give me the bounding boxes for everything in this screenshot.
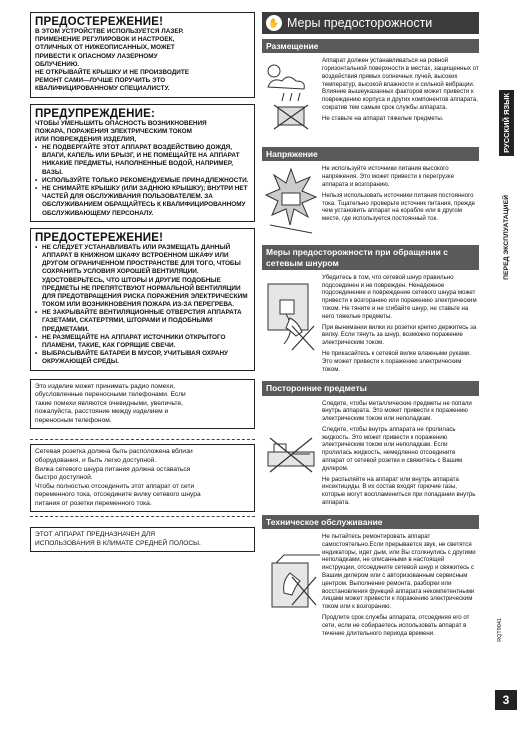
power-cord-illustration <box>262 274 320 377</box>
note-line: оборудования, и быть легко доступной. <box>35 456 157 464</box>
caution-item: • ВЫБРАСЫВАЙТЕ БАТАРЕИ В МУСОР, УЧИТЫВАЯ ОХРАНУ ОКРУЖАЮЩЕЙ СРЕДЫ. <box>35 350 250 366</box>
section-heading-foreign-objects: Посторонние предметы <box>262 381 479 395</box>
precautions-title: Меры предосторожности <box>287 16 433 30</box>
note-line: ЭТОТ АППАРАТ ПРЕДНАЗНАЧЕН ДЛЯ <box>35 531 156 539</box>
paragraph: Не распыляйте на аппарат или внутрь аппарата инсектициды. В их состав входят горючие газы, которые могут воспламениться при попадании внутрь аппарата. <box>322 475 476 507</box>
page-number: 3 <box>495 690 517 710</box>
note-line: Чтобы полностью отсоединить этот аппарат от сети <box>35 482 195 490</box>
maintenance-illustration <box>262 533 320 648</box>
caution-line: РЕМОНТ САМИ—ЛУЧШЕ ПОРУЧИТЬ ЭТО <box>35 77 166 85</box>
paragraph: При вынимании вилки из розетки крепко держитесь за вилку. Если тянуть за шнур, возможно поражение электрическим током. <box>322 323 477 347</box>
left-column <box>30 12 255 552</box>
warning-box <box>30 104 255 222</box>
note-line: переменного тока, отсоедините вилку сетевого шнура <box>35 491 201 499</box>
sun-rain-icon <box>262 57 320 137</box>
language-label: РУССКИЙ ЯЗЫК <box>502 93 511 153</box>
document-code: RQT9041 <box>497 618 503 642</box>
socket-note <box>30 444 255 512</box>
warning-intro-line: ПОЖАРА, ПОРАЖЕНИЯ ЭЛЕКТРИЧЕСКИМ ТОКОМ <box>35 127 192 135</box>
section-heading-voltage: Напряжение <box>262 147 479 161</box>
hand-icon: ✋ <box>266 15 282 31</box>
caution-item: • НЕ СЛЕДУЕТ УСТАНАВЛИВАТЬ ИЛИ РАЗМЕЩАТЬ ДАННЫЙ АППАРАТ В КНИЖНОМ ШКАФУ ВСТРОЕННОМ ШКАФУ ИЛИ ДРУГОМ ОГРАНИЧЕННОМ ПРОСТРАНСТВЕ ДЛЯ ТОГО, ЧТОБЫ СОХРАНИТЬ УСЛОВИЯ ХОРОШЕЙ ВЕНТИЛЯЦИИ. УДОСТОВЕРЬТЕСЬ, ЧТО ШТОРЫ И ДРУГИЕ ПОДОБНЫЕ ПРЕДМЕТЫ НЕ ПРЕПЯТСТВУЮТ НОРМАЛЬНОЙ ВЕНТИЛЯЦИИ ДЛЯ ПРЕДОТВРАЩЕНИЯ РИСКА ПОРАЖЕНИЯ ЭЛЕКТРИЧЕСКИМ ТОКОМ ИЛИ ВОЗНИКНОВЕНИЯ ПОЖАРА ИЗ-ЗА ПЕРЕГРЕВА. <box>35 244 250 310</box>
section-voltage <box>262 165 479 240</box>
caution-line: ОТЛИЧНЫХ ОТ НИЖЕОПИСАННЫХ, МОЖЕТ <box>35 44 175 52</box>
warning-list <box>35 144 250 218</box>
paragraph: Аппарат должен устанавливаться на ровной горизонтальной поверхности в местах, защищенных от воздействия прямых солнечных лучей, высоких температур, высокой влажности и сильной вибрации. Влияние вышеуказанных факторов может привести к повреждению корпуса и других компонентов аппарата, сократив тем самым срок службы аппарата. <box>322 57 479 111</box>
section-text <box>320 165 479 240</box>
section-placement <box>262 57 479 142</box>
section-maintenance <box>262 533 479 648</box>
chapter-tab <box>499 162 514 312</box>
warning-intro-line: ЧТОБЫ УМЕНЬШИТЬ ОПАСНОСТЬ ВОЗНИКНОВЕНИЯ <box>35 119 207 127</box>
note-line: Вилка сетевого шнура питания должна оставаться <box>35 465 191 473</box>
caution-line: ПРИВЕСТИ К ОПАСНОМУ ЛАЗЕРНОМУ <box>35 52 158 60</box>
note-line: такие помехи являются очевидными, увеличьте, <box>35 399 183 407</box>
section-power-cord <box>262 274 479 377</box>
section-text <box>320 274 479 377</box>
note-line: обусловленные переносными телефонами. Если <box>35 391 186 399</box>
foreign-objects-illustration <box>262 400 320 510</box>
speaker-hand-icon <box>262 533 320 643</box>
paragraph: Следите, чтобы внутрь аппарата не пролилась жидкость. Это может привести к поражению электрическим током или неполадкам. Если пролилась жидкость, немедленно отсоедините аппарат от сетевой розетки и свяжитесь с Вашим дилером. <box>322 425 463 472</box>
paragraph: Не ставьте на аппарат тяжелые предметы. <box>322 114 444 122</box>
note-line: ИСПОЛЬЗОВАНИЯ В КЛИМАТЕ СРЕДНЕЙ ПОЛОСЫ. <box>35 539 201 547</box>
caution-box-ventilation <box>30 228 255 371</box>
warning-item: • НЕ СНИМАЙТЕ КРЫШКУ (ИЛИ ЗАДНЮЮ КРЫШКУ); ВНУТРИ НЕТ ЧАСТЕЙ ДЛЯ ОБСЛУЖИВАНИЯ ПОЛЬЗОВАТЕЛЕМ. ЗА ОБСЛУЖИВАНИЕМ ОБРАЩАЙТЕСЬ К КВАЛИФИЦИРОВАННОМУ ОБСЛУЖИВАЮЩЕМУ ПЕРСОНАЛУ. <box>35 185 250 218</box>
phone-interference-note <box>30 379 255 430</box>
caution-line: В ЭТОМ УСТРОЙСТВЕ ИСПОЛЬЗУЕТСЯ ЛАЗЕР. <box>35 28 184 35</box>
note-line: питания от розетки переменного тока. <box>35 499 152 507</box>
placement-illustration <box>262 57 320 142</box>
divider <box>30 512 255 517</box>
plug-hand-icon <box>262 274 320 354</box>
warning-item: • НЕ ПОДВЕРГАЙТЕ ЭТОТ АППАРАТ ВОЗДЕЙСТВИЮ ДОЖДЯ, ВЛАГИ, КАПЕЛЬ ИЛИ БРЫЗГ, И НЕ ПОМЕЩАЙТЕ НА АППАРАТ НИКАКИЕ ПРЕДМЕТЫ, НАПОЛНЕННЫЕ ВОДОЙ, НАПРИМЕР, ВАЗЫ. <box>35 144 250 177</box>
caution-box-laser <box>30 12 255 98</box>
paragraph: Убедитесь в том, что сетевой шнур правильно подсоединен и не поврежден. Ненадежное подсоединение и повреждение сетевого шнура может привести к возгоранию или поражению электрическим током. Не тяните и не сгибайте шнур, не ставьте на него тяжелые предметы. <box>322 273 477 320</box>
section-heading-placement: Размещение <box>262 39 479 53</box>
caution-line: ПРИМЕНЕНИЕ РЕГУЛИРОВОК И НАСТРОЕК, <box>35 36 175 44</box>
section-foreign-objects <box>262 400 479 510</box>
section-text <box>320 57 479 142</box>
note-line: Это изделие может принимать радио помехи, <box>35 382 175 390</box>
climate-note <box>30 527 255 552</box>
language-tab <box>499 90 514 156</box>
note-line: быстро доступной. <box>35 474 93 482</box>
warning-intro-line: ИЛИ ПОВРЕЖДЕНИЯ ИЗДЕЛИЯ, <box>35 135 137 143</box>
section-heading-power-cord: Меры предосторожности при обращении с сетевым шнуром <box>262 245 479 269</box>
note-line: Сетевая розетка должна быть расположена вблизи <box>35 448 193 456</box>
caution-item: • НЕ РАЗМЕЩАЙТЕ НА АППАРАТ ИСТОЧНИКИ ОТКРЫТОГО ПЛАМЕНИ, ТАКИЕ, КАК ГОРЯЩИЕ СВЕЧИ. <box>35 334 250 350</box>
precautions-header <box>262 12 479 34</box>
paragraph: Следите, чтобы металлические предметы не попали внутрь аппарата. Это может привести к поражению электрическим током или неполадкам. <box>322 399 472 423</box>
section-text <box>320 533 479 648</box>
caution-line: КВАЛИФИЦИРОВАННОМУ СПЕЦИАЛИСТУ. <box>35 85 170 93</box>
section-heading-maintenance: Техническое обслуживание <box>262 515 479 529</box>
paragraph: Продлите срок службы аппарата, отсоединяя его от сети, если не собираетесь использовать аппарат в течение длительного периода времени. <box>322 614 470 637</box>
voltage-illustration <box>262 165 320 240</box>
warning-title: ПРЕДУПРЕЖДЕНИЕ: <box>35 107 156 120</box>
caution-title: ПРЕДОСТЕРЕЖЕНИЕ! <box>35 231 164 244</box>
divider <box>30 439 255 440</box>
warning-item: • ИСПОЛЬЗУЙТЕ ТОЛЬКО РЕКОМЕНДУЕМЫЕ ПРИНАДЛЕЖНОСТИ. <box>35 177 250 185</box>
right-column <box>262 12 479 648</box>
caution-line: НЕ ОТКРЫВАЙТЕ КРЫШКУ И НЕ ПРОИЗВОДИТЕ <box>35 68 190 76</box>
paragraph: Не пытайтесь ремонтировать аппарат самостоятельно.Если прерывается звук, не светятся индикаторы, идет дым, или Вы столкнулись с другими неполадками, не описанными в настоящей инструкции, отсоедините сетевой шнур и свяжитесь с Вашим дилером или с авторизованным сервисным центром. Выполнение ремонта, разборки или восстановления функций аппарата некомпетентными лицами может привести к поражению электрическим током или к возгоранию. <box>322 533 476 611</box>
caution-line: ОБЛУЧЕНИЮ. <box>35 60 80 68</box>
paragraph: Нельзя использовать источники питания постоянного тока. Тщательно проверьте источник питания, прежде чем установить аппарат на корабле или в другом месте, где используется постоянный ток. <box>322 191 476 223</box>
note-line: пожалуйста, расстояние между изделием и <box>35 408 169 416</box>
caution-item: • НЕ ЗАКРЫВАЙТЕ ВЕНТИЛЯЦИОННЫЕ ОТВЕРСТИЯ АППАРАТА ГАЗЕТАМИ, СКАТЕРТЯМИ, ШТОРАМИ И ПОДОБНЫМИ ПРЕДМЕТАМИ. <box>35 309 250 334</box>
section-text <box>320 400 479 510</box>
caution-title: ПРЕДОСТЕРЕЖЕНИЕ! <box>35 16 164 28</box>
explosion-icon <box>262 165 320 235</box>
paragraph: Не используйте источники питания высокого напряжения. Это может привести к перегрузке аппарата и возгоранию. <box>322 165 454 188</box>
chapter-label: ПЕРЕД ЭКСПЛУАТАЦИЕЙ <box>503 194 510 280</box>
device-spill-icon <box>262 400 320 500</box>
paragraph: Не прикасайтесь к сетевой вилке влажными руками. Это может привести к поражению электрическим током. <box>322 349 471 373</box>
caution-list <box>35 244 250 367</box>
note-line: переносным телефоном. <box>35 416 112 424</box>
